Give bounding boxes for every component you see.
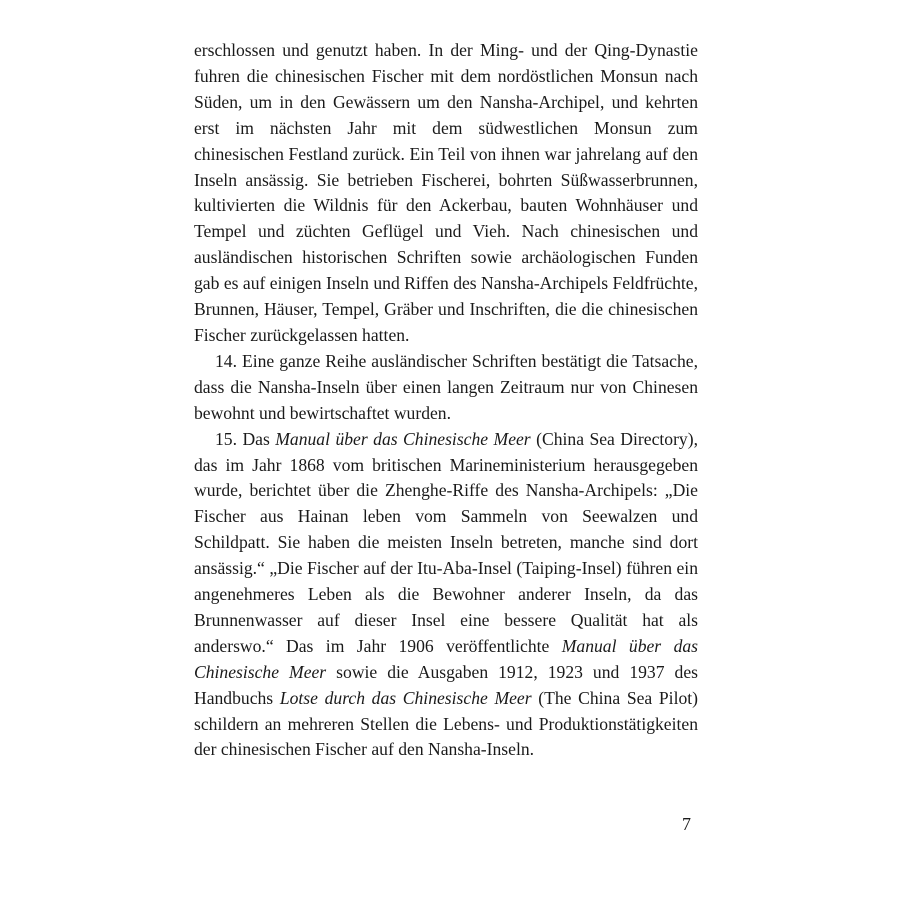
book-title-italic: Manual über das Chinesische Meer bbox=[275, 428, 531, 449]
page-body bbox=[194, 38, 698, 763]
book-title-italic: Manual über das Chinesische Meer bbox=[194, 635, 699, 682]
text-segment: 15. Das bbox=[215, 428, 276, 449]
page-number: 7 bbox=[682, 814, 691, 834]
book-title-italic: Lotse durch das Chinesische Meer bbox=[279, 687, 532, 708]
paragraph-continuation bbox=[194, 38, 698, 349]
text-segment: (The China Sea Pilot) schildern an mehreren Stellen die Lebens- und Produktionstätigkeiten der chinesischen Fischer auf den Nansha-Inseln. bbox=[194, 687, 698, 760]
paragraph-15 bbox=[194, 427, 698, 764]
paragraph-14 bbox=[194, 349, 698, 427]
text-segment: (China Sea Directory), das im Jahr 1868 vom britischen Marineministerium herausgegeben wurde, berichtet über die Zhenghe-Riffe des Nansha-Archipels: „Die Fischer aus Hainan leben vom Sammeln von Seewalzen und Schildpatt. Sie haben die meisten Inseln betreten, manche sind dort ansässig.“ „Die Fischer auf der Itu-Aba-Insel (Taiping-Insel) führen ein angenehmeres Leben als die Bewohner anderer Inseln, da das Brunnenwasser auf dieser Insel eine bessere Qualität hat als anderswo.“ Das im Jahr 1906 veröffentlichte bbox=[194, 428, 698, 656]
text-segment: 14. Eine ganze Reihe ausländischer Schriften bestätigt die Tatsache, dass die Nansha-Inseln über einen langen Zeitraum nur von Chinesen bewohnt und bewirtschaftet wurden. bbox=[194, 350, 698, 423]
text-segment: erschlossen und genutzt haben. In der Ming- und der Qing-Dynastie fuhren die chinesischen Fischer mit dem nordöstlichen Monsun nach Süden, um in den Gewässern um den Nansha-Archipel, und kehrten erst im nächsten Jahr mit dem südwestlichen Monsun zum chinesischen Festland zurück. Ein Teil von ihnen war jahrelang auf den Inseln ansässig. Sie betrieben Fischerei, bohrten Süßwasserbrunnen, kultivierten die Wildnis für den Ackerbau, bauten Wohnhäuser und Tempel und züchten Geflügel und Vieh. Nach chinesischen und ausländischen historischen Schriften sowie archäologischen Funden gab es auf einigen Inseln und Riffen des Nansha-Archipels Feldfrüchte, Brunnen, Häuser, Tempel, Gräber und Inschriften, die die chinesischen Fischer zurückgelassen hatten. bbox=[194, 40, 698, 345]
text-segment: sowie die Ausgaben 1912, 1923 und 1937 des Handbuchs bbox=[194, 661, 698, 708]
